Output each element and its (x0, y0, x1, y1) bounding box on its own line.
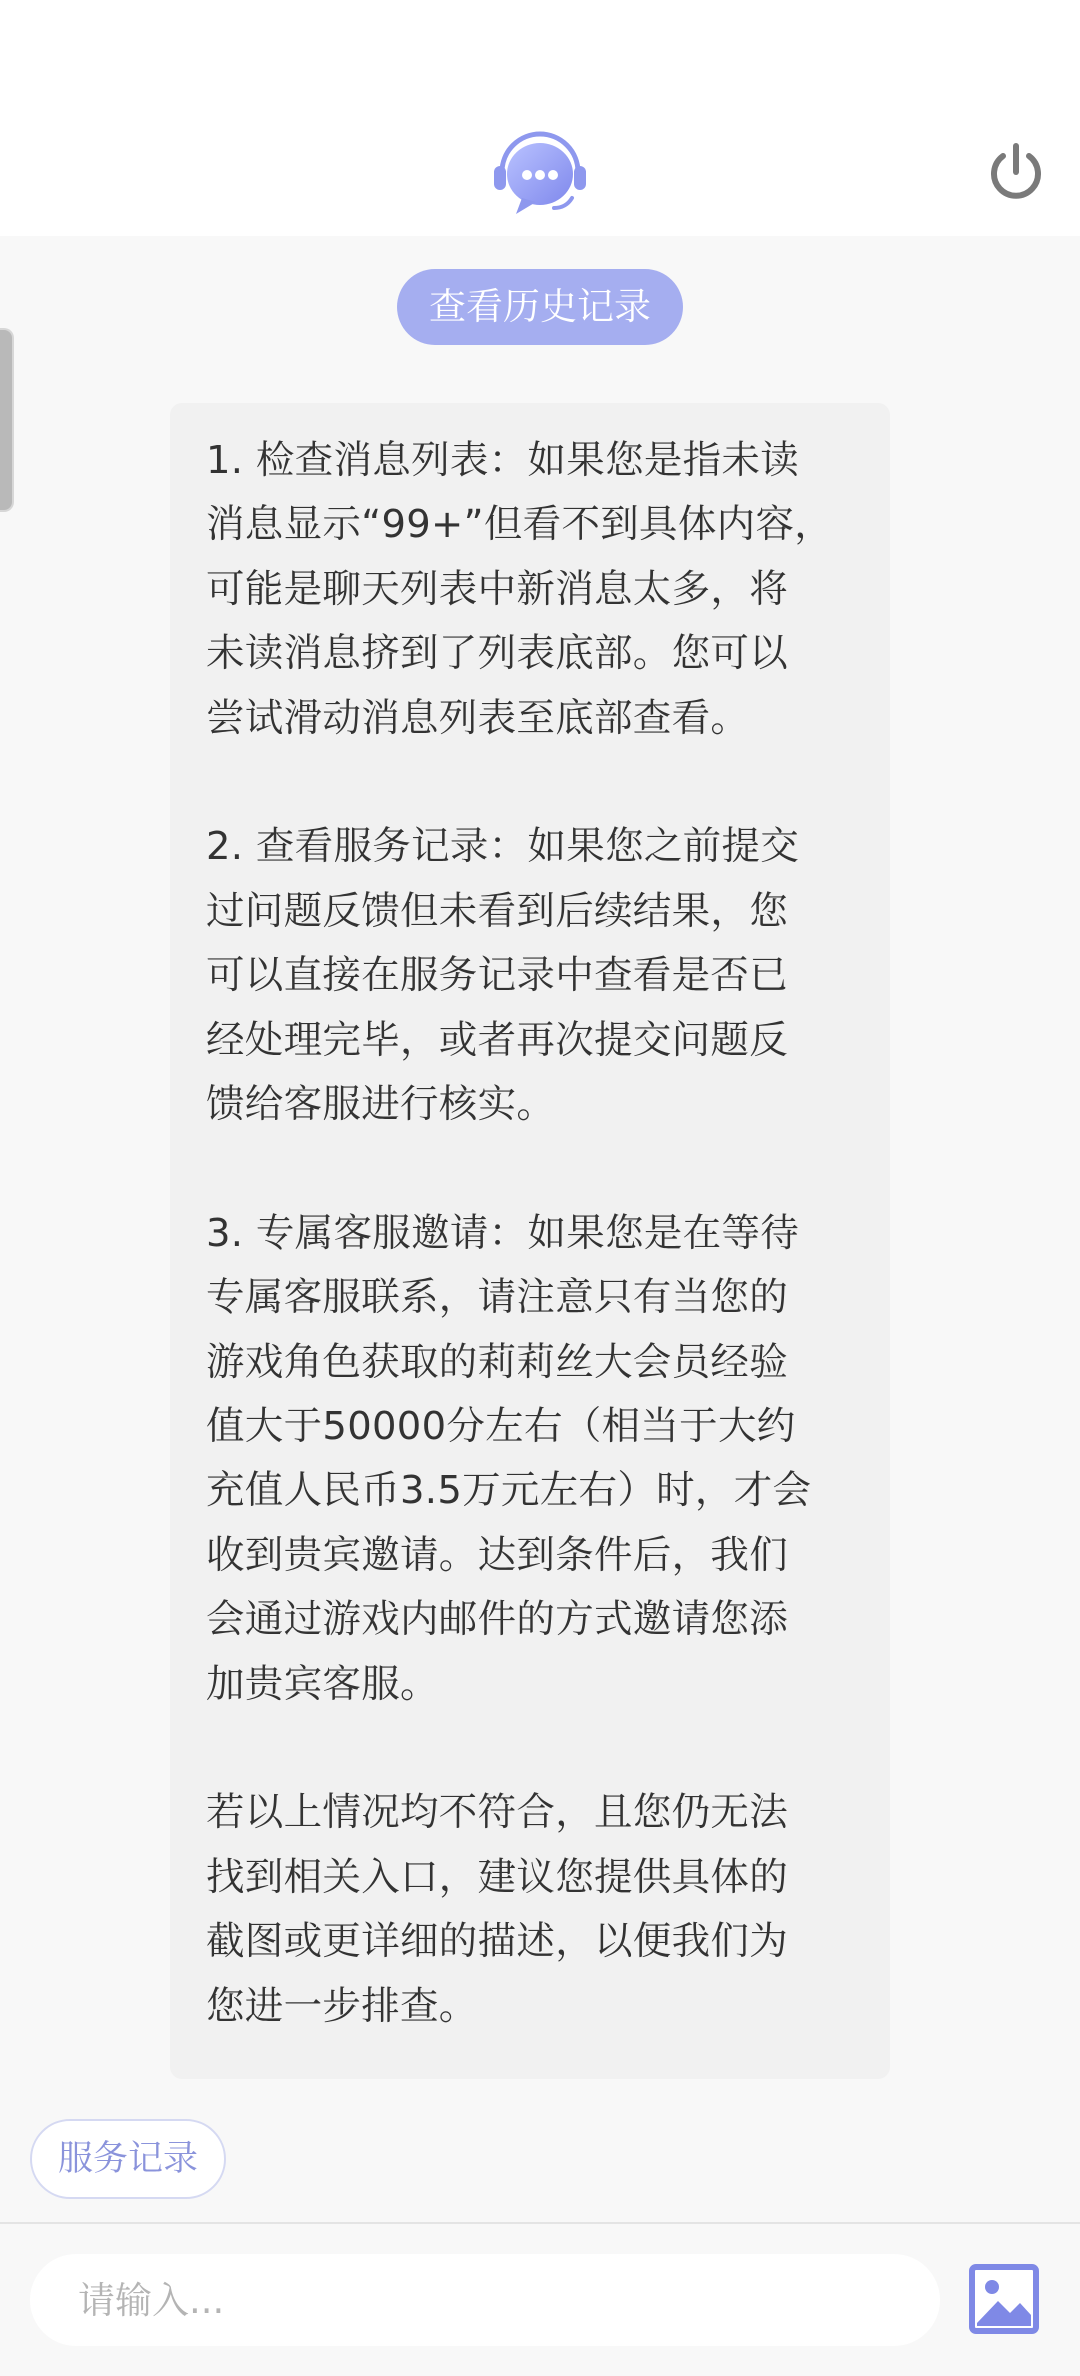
message-line: 收到贵宾邀请。达到条件后，我们 (206, 1532, 789, 1578)
image-icon[interactable] (968, 2263, 1040, 2335)
message-line: 可能是聊天列表中新消息太多，将 (206, 566, 789, 612)
message-line: 您进一步排查。 (206, 1983, 478, 2029)
service-records-chip[interactable]: 服务记录 (30, 2119, 226, 2199)
message-input[interactable] (30, 2254, 940, 2346)
message-line: 找到相关入口，建议您提供具体的 (206, 1854, 789, 1900)
app-header (0, 0, 1080, 236)
message-line: 尝试滑动消息列表至底部查看。 (206, 695, 750, 741)
message-line: 2. 查看服务记录：如果您之前提交 (206, 824, 800, 870)
side-drawer-handle[interactable] (0, 328, 14, 512)
message-line: 专属客服联系，请注意只有当您的 (206, 1275, 789, 1321)
message-paragraph-1 (206, 429, 860, 751)
agent-message-bubble (170, 403, 890, 2079)
message-line: 充值人民币3.5万元左右）时，才会 (206, 1468, 812, 1514)
message-paragraph-2 (206, 815, 860, 1137)
message-line: 3. 专属客服邀请：如果您是在等待 (206, 1210, 800, 1256)
message-line: 经处理完毕，或者再次提交问题反 (206, 1017, 789, 1063)
message-line: 若以上情况均不符合，且您仍无法 (206, 1790, 789, 1836)
message-line: 消息显示“99+”但看不到具体内容， (206, 502, 834, 548)
power-icon[interactable] (984, 140, 1048, 204)
message-line: 馈给客服进行核实。 (206, 1082, 556, 1128)
message-line: 游戏角色获取的莉莉丝大会员经验 (206, 1339, 789, 1385)
view-history-button[interactable]: 查看历史记录 (397, 269, 683, 345)
chat-bubble-headset-icon (492, 128, 588, 218)
message-line: 截图或更详细的描述，以便我们为 (206, 1919, 789, 1965)
message-line: 1. 检查消息列表：如果您是指未读 (206, 438, 800, 483)
message-line: 未读消息挤到了列表底部。您可以 (206, 631, 789, 677)
message-line: 值大于50000分左右（相当于大约 (206, 1404, 796, 1450)
message-paragraph-3 (206, 1202, 860, 1717)
message-line: 过问题反馈但未看到后续结果，您 (206, 888, 789, 934)
message-line: 可以直接在服务记录中查看是否已 (206, 953, 789, 999)
message-paragraph-4 (206, 1781, 860, 2039)
message-line: 会通过游戏内邮件的方式邀请您添 (206, 1597, 789, 1643)
message-line: 加贵宾客服。 (206, 1661, 439, 1707)
